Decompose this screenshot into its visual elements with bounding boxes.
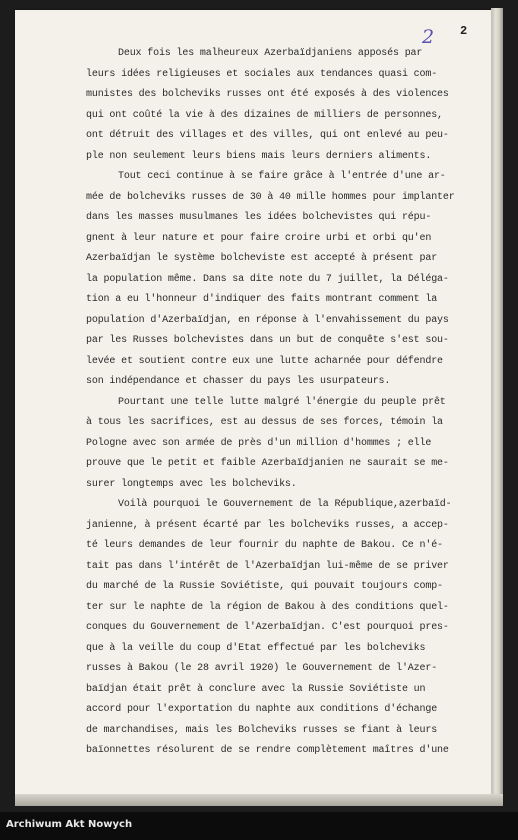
- text-line: tion a eu l'honneur d'indiquer des faits montrant comment la: [86, 294, 438, 305]
- text-line: mée de bolcheviks russes de 30 à 40 mille hommes pour implanter: [86, 191, 455, 203]
- text-line: ter sur le naphte de la région de Bakou à des conditions quel-: [86, 601, 449, 613]
- text-line: dans les masses musulmanes les idées bolchevistes qui répu-: [86, 212, 432, 223]
- text-line: qui ont coûté la vie à des dizaines de milliers de personnes,: [86, 109, 443, 121]
- page-stack-bottom-edge: [15, 794, 503, 806]
- text-line: tait pas dans l'intérêt de l'Azerbaïdjan lui-même de se priver: [86, 560, 449, 572]
- text-line: gnent à leur nature et pour faire croire urbi et orbi qu'en: [86, 232, 432, 244]
- text-line: leurs idées religieuses et sociales aux tendances quasi com-: [86, 68, 438, 80]
- text-line: Tout ceci continue à se faire grâce à l'entrée d'une ar-: [118, 171, 446, 182]
- text-line: munistes des bolcheviks russes ont été exposés à des violences: [86, 89, 449, 100]
- text-line: ont détruit des villages et des villes, qui ont enlevé au peu-: [86, 130, 449, 141]
- text-line: Pologne avec son armée de près d'un million d'hommes ; elle: [86, 437, 432, 449]
- text-line: accord pour l'exportation du naphte aux conditions d'échange: [86, 704, 438, 715]
- page-stack-edge: [491, 8, 503, 804]
- text-line: population d'Azerbaïdjan, en réponse à l'envahissement du pays: [86, 314, 449, 326]
- text-line: Deux fois les malheureux Azerbaïdjaniens apposés par: [118, 48, 423, 59]
- text-line: levée et soutient contre eux une lutte acharnée pour défendre: [86, 355, 443, 367]
- archive-label: Archiwum Akt Nowych: [6, 819, 133, 830]
- text-line: conques du Gouvernement de l'Azerbaïdjan. C'est pourquoi pres-: [86, 622, 449, 633]
- typed-page-number: 2: [460, 24, 468, 38]
- text-line: que à la veille du coup d'Etat effectué par les bolcheviks: [86, 642, 426, 654]
- text-line: prouve que le petit et faible Azerbaïdjanien ne saurait se me-: [86, 458, 449, 469]
- text-line: Pourtant une telle lutte malgré l'énergie du peuple prêt: [118, 396, 446, 408]
- text-line: ple non seulement leurs biens mais leurs derniers aliments.: [86, 150, 432, 162]
- text-line: par les Russes bolchevistes dans un but de conquête s'est sou-: [86, 335, 449, 346]
- text-line: la population même. Dans sa dite note du 7 juillet, la Déléga-: [86, 273, 449, 285]
- text-line: de marchandises, mais les Bolcheviks russes se fiant à leurs: [86, 724, 438, 736]
- text-line: té leurs demandes de leur fournir du naphte de Bakou. Ce n'é-: [86, 540, 443, 551]
- text-line: Voilà pourquoi le Gouvernement de la République,azerbaïd-: [118, 499, 452, 510]
- handwritten-page-number: 2: [422, 26, 435, 48]
- typewritten-text-body: [86, 44, 471, 762]
- text-line: son indépendance et chasser du pays les usurpateurs.: [86, 376, 391, 387]
- text-line: baïdjan était prêt à conclure avec la Russie Soviétiste un: [86, 683, 426, 695]
- text-line: janienne, à présent écarté par les bolcheviks russes, a accep-: [86, 519, 449, 531]
- text-line: du marché de la Russie Soviétiste, qui pouvait toujours comp-: [86, 581, 443, 592]
- text-line: baïonnettes résolurent de se rendre complètement maîtres d'une: [86, 745, 449, 756]
- text-line: russes à Bakou (le 28 avril 1920) le Gouvernement de l'Azer-: [86, 663, 438, 674]
- text-line: Azerbaïdjan le système bolcheviste est accepté à présent par: [86, 253, 438, 264]
- text-line: à tous les sacrifices, est au dessus de ses forces, témoin la: [86, 417, 443, 428]
- text-line: surer longtemps avec les bolcheviks.: [86, 478, 297, 490]
